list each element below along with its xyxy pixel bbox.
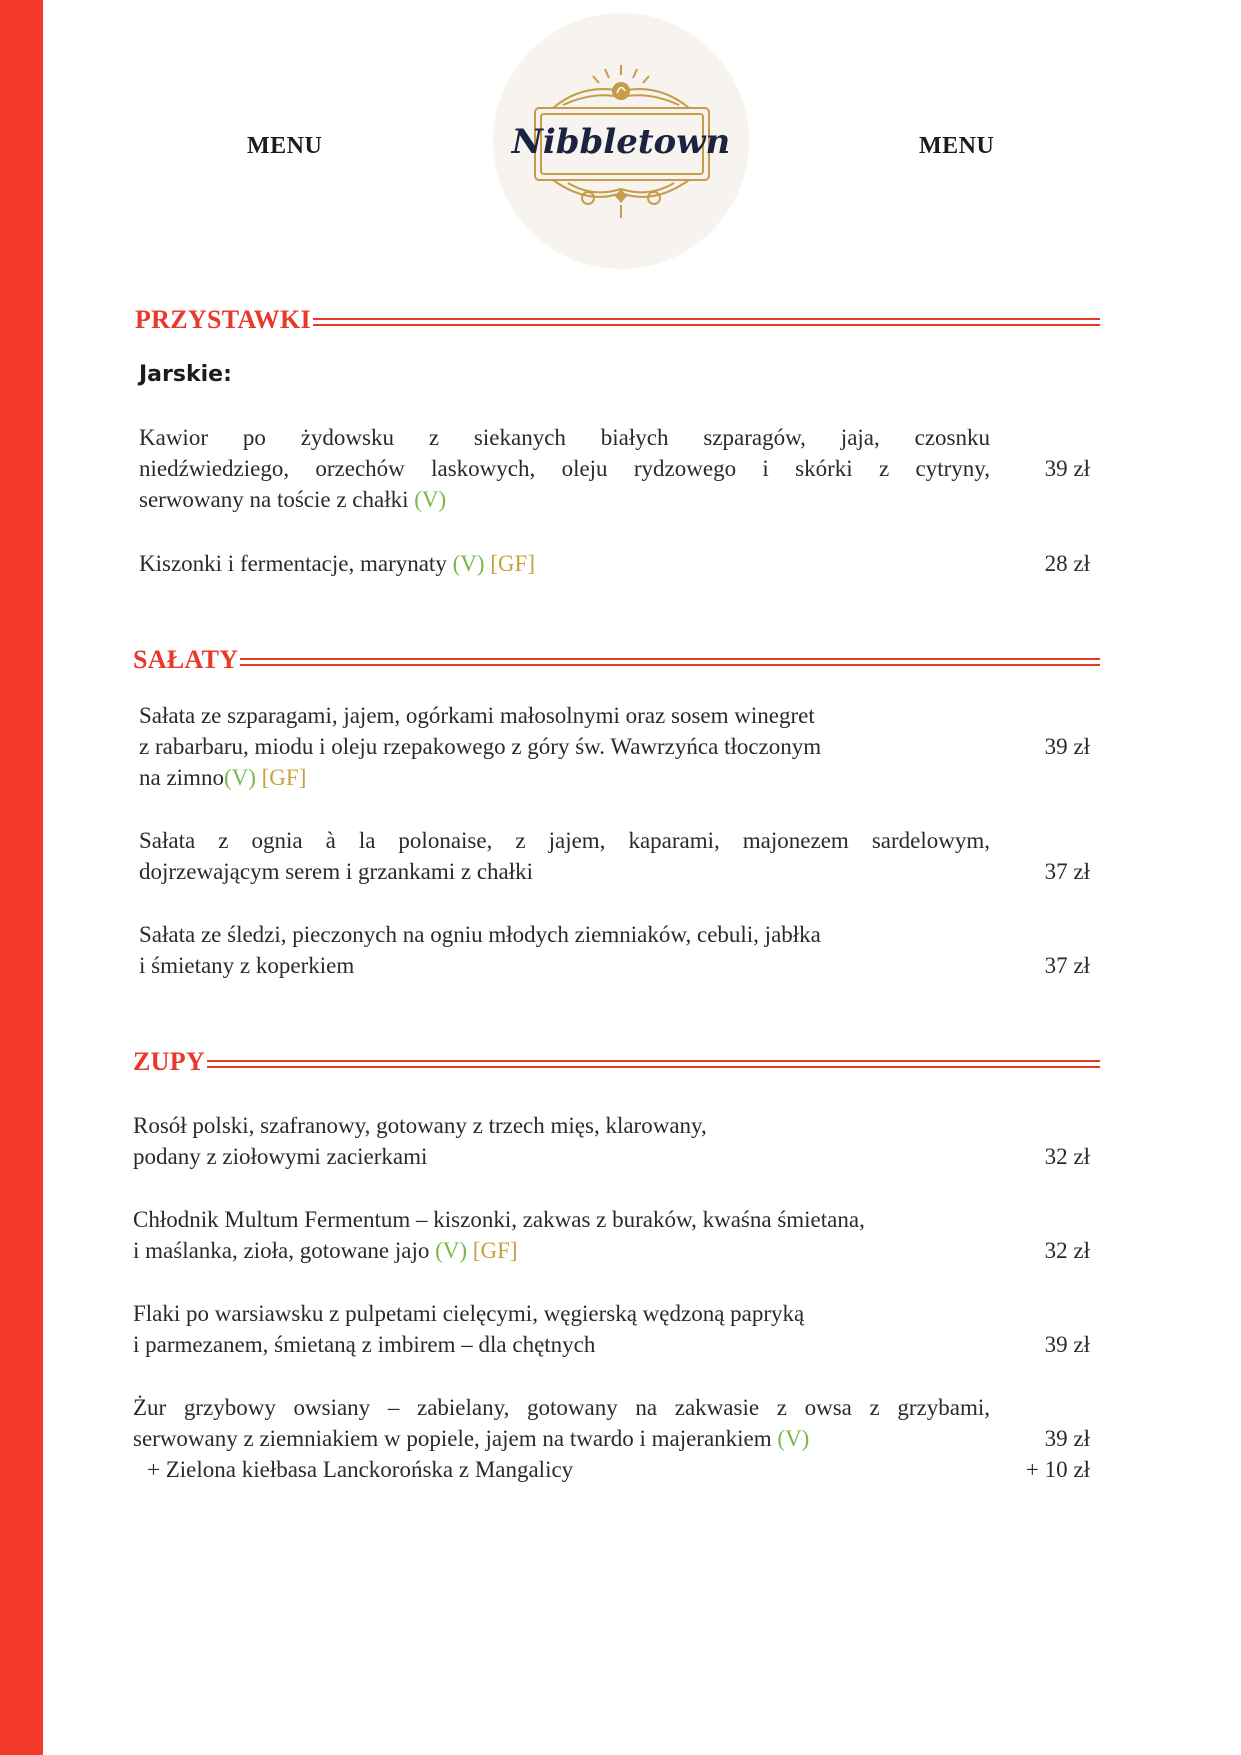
section-divider: [313, 318, 1100, 326]
logo: [493, 13, 749, 269]
vegetarian-tag: (V): [414, 487, 447, 512]
gluten-free-tag: [GF]: [490, 551, 535, 576]
item-price: 39 zł: [1044, 734, 1090, 759]
menu-item: [139, 548, 535, 579]
menu-item: [139, 919, 821, 981]
item-price: 28 zł: [1044, 551, 1090, 576]
item-text-line: podany z ziołowymi zacierkami: [133, 1144, 428, 1169]
item-text-line: Rosół polski, szafranowy, gotowany z trzech mięs, klarowany,: [133, 1113, 707, 1138]
item-text-line: dojrzewającym serem i grzankami z chałki: [139, 859, 534, 884]
item-text-line: serwowany z ziemniakiem w popiele, jajem na twardo i majerankiem (V): [133, 1426, 810, 1451]
item-text-line: Kawior po żydowsku z siekanych białych szparagów, jaja, czosnku: [139, 425, 990, 450]
item-text-line: na zimno(V) [GF]: [139, 765, 307, 790]
item-text-line: i maślanka, zioła, gotowane jajo (V) [GF]: [133, 1238, 518, 1263]
item-text-line: Chłodnik Multum Fermentum – kiszonki, zakwas z buraków, kwaśna śmietana,: [133, 1207, 865, 1232]
section-divider: [207, 1060, 1100, 1068]
left-accent-bar: [0, 0, 43, 1755]
menu-label-right: MENU: [919, 133, 995, 159]
menu-item: [133, 1110, 707, 1172]
item-price: 37 zł: [1044, 953, 1090, 978]
section-title: SAŁATY: [133, 645, 239, 674]
item-price: 39 zł: [1044, 1426, 1090, 1451]
logo-wordmark: Nibbletown: [511, 122, 731, 162]
menu-item: [139, 825, 990, 887]
item-text-line: Sałata ze szparagami, jajem, ogórkami małosolnymi oraz sosem winegret: [139, 703, 815, 728]
subheading-jarskie: Jarskie:: [139, 362, 232, 387]
item-price: 32 zł: [1044, 1144, 1090, 1169]
item-price: 37 zł: [1044, 859, 1090, 884]
menu-item-addon: [147, 1454, 573, 1485]
menu-item: [133, 1298, 804, 1360]
item-text-line: niedźwiedziego, orzechów laskowych, oleju rydzowego i skórki z cytryny,: [139, 456, 990, 481]
menu-item: [133, 1392, 990, 1454]
item-text-line: Sałata z ognia à la polonaise, z jajem, kaparami, majonezem sardelowym,: [139, 828, 990, 853]
item-text-line: Kiszonki i fermentacje, marynaty (V) [GF]: [139, 551, 535, 576]
menu-item: [133, 1204, 865, 1266]
menu-item: [139, 700, 821, 793]
item-price: 39 zł: [1044, 456, 1090, 481]
item-text-line: Żur grzybowy owsiany – zabielany, gotowany na zakwasie z owsa z grzybami,: [133, 1395, 990, 1420]
section-heading-zupy: [133, 1047, 1100, 1077]
item-text-line: z rabarbaru, miodu i oleju rzepakowego z góry św. Wawrzyńca tłoczonym: [139, 734, 822, 759]
section-title: PRZYSTAWKI: [135, 305, 311, 334]
item-text-line: serwowany na toście z chałki (V): [139, 487, 447, 512]
vegetarian-tag: (V): [223, 765, 256, 790]
section-title: ZUPY: [133, 1047, 205, 1076]
addon-price: + 10 zł: [1025, 1457, 1090, 1482]
section-divider: [240, 658, 1100, 666]
vegetarian-tag: (V): [452, 551, 485, 576]
section-heading-salaty: [133, 645, 1100, 675]
vegetarian-tag: (V): [777, 1426, 810, 1451]
menu-item: [139, 422, 990, 515]
item-price: 32 zł: [1044, 1238, 1090, 1263]
vegetarian-tag: (V): [435, 1238, 468, 1263]
logo-emblem: [493, 13, 749, 269]
section-heading-przystawki: [135, 305, 1100, 335]
item-text-line: Sałata ze śledzi, pieczonych na ogniu młodych ziemniaków, cebuli, jabłka: [139, 922, 821, 947]
item-price: 39 zł: [1044, 1332, 1090, 1357]
item-text-line: i parmezanem, śmietaną z imbirem – dla chętnych: [133, 1332, 596, 1357]
item-text-line: i śmietany z koperkiem: [139, 953, 355, 978]
gluten-free-tag: [GF]: [472, 1238, 518, 1263]
menu-label-left: MENU: [247, 133, 323, 159]
gluten-free-tag: [GF]: [261, 765, 307, 790]
item-text-line: Flaki po warsiawsku z pulpetami cielęcymi, węgierską wędzoną papryką: [133, 1301, 805, 1326]
addon-text: + Zielona kiełbasa Lanckorońska z Mangalicy: [147, 1457, 574, 1482]
